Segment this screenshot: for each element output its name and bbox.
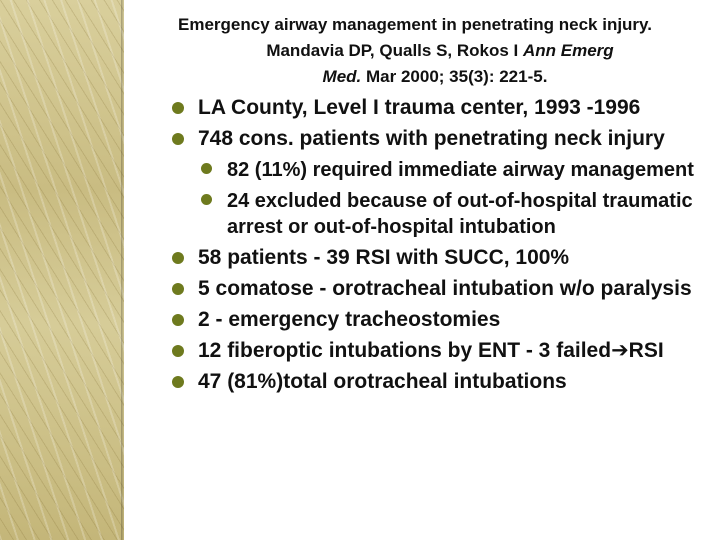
list-item-text-end: RSI bbox=[628, 339, 664, 362]
bullet-icon bbox=[172, 102, 184, 114]
title-line-1: Emergency airway management in penetrating neck injury. bbox=[178, 15, 652, 34]
title-line-2 bbox=[122, 38, 708, 64]
list-item-text: 82 (11%) required immediate airway management bbox=[227, 159, 694, 181]
list-item-text: 58 patients - 39 RSI with SUCC, 100% bbox=[198, 246, 570, 269]
list-item bbox=[171, 276, 716, 302]
bullet-icon bbox=[172, 376, 184, 388]
bullet-icon bbox=[172, 314, 184, 326]
list-item-text: 5 comatose - orotracheal intubation w/o paralysis bbox=[198, 277, 692, 300]
list-item-text: LA County, Level I trauma center, 1993 -1996 bbox=[198, 96, 641, 119]
arrow-icon: ➔ bbox=[611, 339, 629, 362]
bullet-icon bbox=[172, 133, 184, 145]
sub-list-item bbox=[201, 157, 716, 183]
list-item bbox=[171, 307, 716, 333]
list-item-text: 748 cons. patients with penetrating neck injury bbox=[198, 127, 665, 150]
bullet-icon bbox=[201, 163, 212, 174]
bullet-icon bbox=[172, 345, 184, 357]
list-item bbox=[171, 95, 716, 121]
list-item-text: 47 (81%)total orotracheal intubations bbox=[198, 370, 567, 393]
bullet-icon bbox=[172, 283, 184, 295]
list-item-text: 12 fiberoptic intubations by ENT - 3 failed bbox=[198, 339, 612, 362]
list-item bbox=[171, 369, 716, 395]
title-line-3 bbox=[122, 64, 708, 90]
bullet-list bbox=[171, 95, 716, 400]
list-item-text: 24 excluded because of out-of-hospital traumatic arrest or out-of-hospital intubation bbox=[227, 190, 693, 238]
list-item bbox=[171, 126, 716, 152]
list-item bbox=[171, 245, 716, 271]
marble-side-panel bbox=[0, 0, 124, 540]
title-journal-part-2: Med. bbox=[322, 67, 362, 86]
sub-list-item bbox=[201, 188, 716, 240]
list-item bbox=[171, 338, 716, 364]
bullet-icon bbox=[201, 194, 212, 205]
list-item-text: 2 - emergency tracheostomies bbox=[198, 308, 501, 331]
bullet-icon bbox=[172, 252, 184, 264]
slide-title bbox=[122, 12, 708, 90]
title-citation: Mar 2000; 35(3): 221-5. bbox=[361, 67, 548, 86]
title-journal-part-1: Ann Emerg bbox=[522, 41, 614, 60]
title-authors: Mandavia DP, Qualls S, Rokos I bbox=[266, 41, 523, 60]
